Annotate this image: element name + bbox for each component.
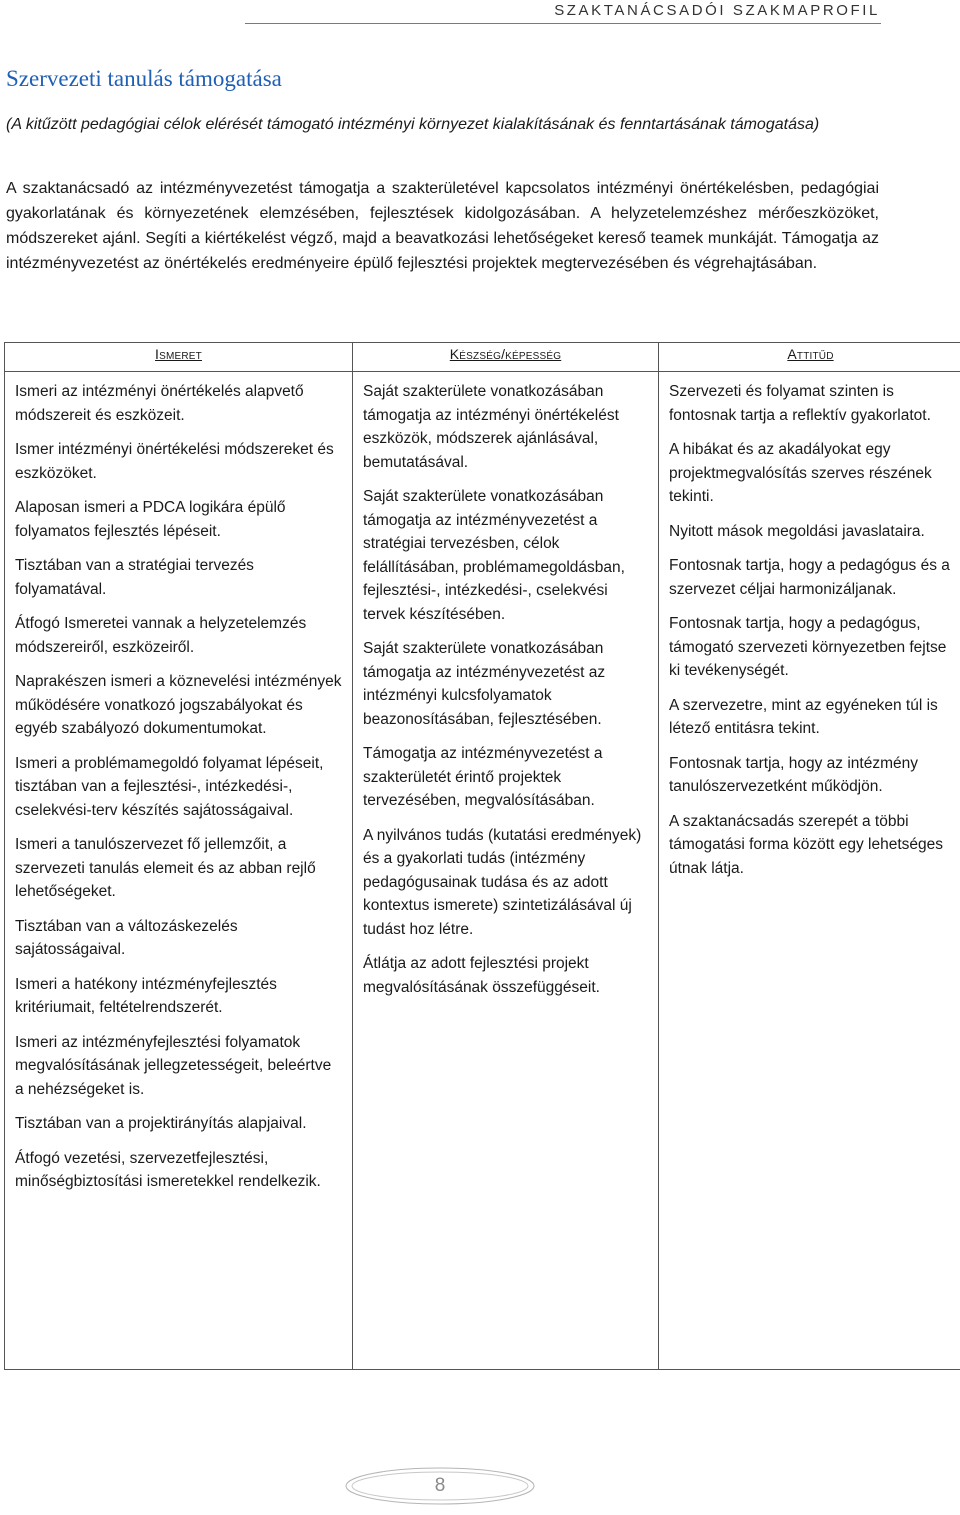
header-ismeret: Ismeret: [5, 343, 353, 372]
header-attitud: Attitűd: [659, 343, 960, 372]
list-item: Fontosnak tartja, hogy a pedagógus és a szervezet céljai harmonizáljanak.: [669, 557, 950, 598]
list-item: Támogatja az intézményvezetést a szakterületét érintő projektek tervezésében, megvalósításában.: [363, 745, 603, 809]
running-header: SZAKTANÁCSADÓI SZAKMAPROFIL: [554, 2, 880, 19]
page-number-badge: [344, 1466, 536, 1506]
list-item: Átfogó Ismeretei vannak a helyzetelemzés módszereiről, eszközeiről.: [15, 615, 307, 656]
list-item: Ismeri a tanulószervezet fő jellemzőit, a szervezeti tanulás elemeit és az abban rejlő lehetőségeket.: [15, 836, 316, 900]
list-item: Ismer intézményi önértékelési módszereket és eszközöket.: [15, 441, 334, 482]
intro-paragraph: A szaktanácsadó az intézményvezetést támogatja a szakterületével kapcsolatos intézményi önértékelésben, pedagógiai gyakorlatának és környezetének elemzésében, fejlesztések kidolgozásában. A helyzetelemzéshez mérőeszközöket, módszereket ajánl. Segíti a kiértékelést végző, majd a beavatkozási lehetőségeket kereső teamek munkáját. Támogatja az intézményvezetést az önértékelés eredményeire épülő fejlesztési projektek megtervezésében és végrehajtásában.: [6, 180, 879, 272]
section-title: Szervezeti tanulás támogatása: [6, 66, 282, 91]
keszseg-column: [353, 372, 659, 1370]
list-item: Ismeri az intézményfejlesztési folyamatok megvalósításának jellegzetességeit, beleértve a nehézségeket is.: [15, 1033, 332, 1098]
list-item: Saját szakterülete vonatkozásában támogatja az intézményvezetést az intézményi kulcsfolyamatok beazonosításában, fejlesztésében.: [363, 640, 606, 728]
ismeret-column: [5, 372, 353, 1370]
list-item: Nyitott mások megoldási javaslataira.: [669, 522, 925, 540]
list-item: Saját szakterülete vonatkozásában támogatja az intézményvezetést a stratégiai tervezésben, célok felállításában, problémamegoldásban, fejlesztési-, intézkedési-, cselekvési tervek készítésében.: [363, 488, 625, 623]
list-item: Saját szakterülete vonatkozásában támogatja az intézményi önértékelést eszközök, módszerek ajánlásával, bemutatásával.: [363, 383, 619, 471]
list-item: Átlátja az adott fejlesztési projekt megvalósításának összefüggéseit.: [363, 955, 600, 996]
section-subtitle: (A kitűzött pedagógiai célok elérését támogató intézményi környezet kialakításának és fenntartásának támogatása): [6, 116, 820, 133]
list-item: Fontosnak tartja, hogy az intézmény tanulószervezetként működjön.: [669, 754, 918, 795]
list-item: A szervezetre, mint az egyéneken túl is létező entitásra tekint.: [669, 696, 938, 737]
list-item: Ismeri a problémamegoldó folyamat lépéseit, tisztában van a fejlesztési-, intézkedési-, cselekvési-terv készítés sajátosságaival.: [15, 754, 324, 819]
list-item: Tisztában van a projektirányítás alapjaival.: [15, 1115, 307, 1132]
list-item: Ismeri az intézményi önértékelés alapvető módszereit és eszközeit.: [15, 383, 304, 424]
header-keszseg: Készség/képesség: [353, 343, 659, 372]
list-item: Tisztában van a stratégiai tervezés folyamatával.: [15, 557, 254, 598]
page-number: 8: [434, 1475, 446, 1496]
list-item: A hibákat és az akadályokat egy projektmegvalósítás szerves részének tekinti.: [669, 441, 932, 505]
list-item: Átfogó vezetési, szervezetfejlesztési, minőségbiztosítási ismeretekkel rendelkezik.: [15, 1149, 321, 1190]
table-header-row: [5, 343, 960, 372]
list-item: A szaktanácsadás szerepét a többi támogatási forma között egy lehetséges útnak látja.: [669, 812, 943, 877]
list-item: Naprakészen ismeri a köznevelési intézmények működésére vonatkozó jogszabályokat és egyéb szabályozó dokumentumokat.: [15, 673, 342, 737]
competency-table: [4, 342, 960, 1370]
list-item: Alaposan ismeri a PDCA logikára épülő folyamatos fejlesztés lépéseit.: [15, 499, 286, 540]
list-item: Ismeri a hatékony intézményfejlesztés kritériumait, feltételrendszerét.: [15, 975, 277, 1016]
list-item: Fontosnak tartja, hogy a pedagógus, támogató szervezeti környezetben fejtse ki tevékenységét.: [669, 615, 947, 679]
table-row: [5, 372, 960, 1370]
list-item: A nyilvános tudás (kutatási eredmények) és a gyakorlati tudás (intézmény pedagógusainak tudása és az adott kontextus ismerete) szintetizálásával új tudást hoz létre.: [363, 826, 642, 938]
list-item: Szervezeti és folyamat szinten is fontosnak tartja a reflektív gyakorlatot.: [669, 383, 931, 424]
attitud-column: [659, 372, 960, 1370]
header-rule: [245, 23, 881, 24]
list-item: Tisztában van a változáskezelés sajátosságaival.: [15, 917, 238, 958]
